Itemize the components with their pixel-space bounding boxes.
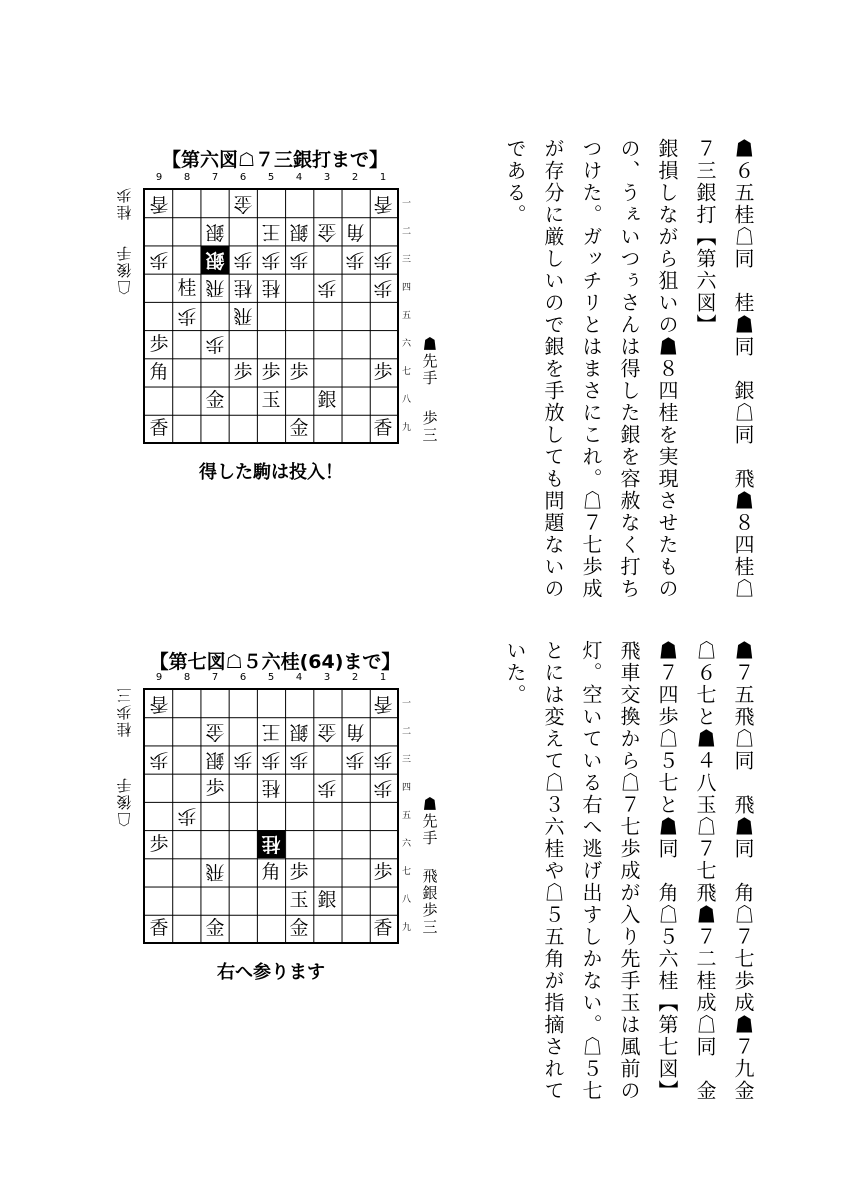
column-number: 4 <box>295 172 303 183</box>
gote-piece: 歩 <box>149 249 169 271</box>
gote-piece: 桂 <box>233 277 253 299</box>
row-number: 九 <box>402 923 412 933</box>
diagram-6-title: 【第六図☖７三銀打まで】 <box>161 149 389 171</box>
text-top-line-5: つけた。ガッチリとはまさにこれ。☖７七歩成 <box>579 138 603 600</box>
row-number: 二 <box>402 227 412 237</box>
diagram-6-column-numbers <box>143 172 399 186</box>
diagram-6-sente-hand: 歩三 <box>422 409 438 444</box>
gote-piece: 飛 <box>233 305 253 327</box>
sente-piece: 歩 <box>149 333 169 355</box>
sente-piece: 銀 <box>317 389 337 411</box>
diagram-6-gote-label: ☖後手 <box>116 244 132 296</box>
gote-piece: 歩 <box>233 249 253 271</box>
sente-piece: 香 <box>149 417 169 439</box>
gote-piece: 歩 <box>149 749 169 771</box>
sente-piece: 歩 <box>261 361 281 383</box>
column-number: 2 <box>351 172 359 183</box>
row-number: 五 <box>402 311 412 321</box>
gote-piece: 香 <box>373 193 393 215</box>
row-number: 一 <box>402 199 412 209</box>
column-number: 9 <box>155 172 163 183</box>
gote-piece: 歩 <box>205 333 225 355</box>
text-bottom-line-3: ☗７四歩☖５七と☗同 角☖５六桂【第七図】 <box>655 640 679 1102</box>
gote-piece: 角 <box>345 721 365 743</box>
text-bottom-line-7: いた。 <box>503 640 527 706</box>
text-top-line-6: が存分に厳しいので銀を手放しても問題ないの <box>541 138 565 600</box>
column-number: 9 <box>155 672 163 683</box>
column-number: 4 <box>295 672 303 683</box>
column-number: 8 <box>183 172 191 183</box>
gote-piece: 歩 <box>289 749 309 771</box>
diagram-7-sente-label: ☗先手 <box>422 795 438 847</box>
gote-piece: 歩 <box>177 805 197 827</box>
gote-piece: 飛 <box>205 277 225 299</box>
gote-piece: 桂 <box>261 777 281 799</box>
sente-piece: 歩 <box>233 361 253 383</box>
gote-piece: 飛 <box>205 861 225 883</box>
gote-piece: 歩 <box>317 777 337 799</box>
row-number: 六 <box>402 339 412 349</box>
row-number: 八 <box>402 895 412 905</box>
gote-piece: 歩 <box>373 777 393 799</box>
sente-piece: 銀 <box>317 889 337 911</box>
gote-piece: 歩 <box>373 749 393 771</box>
sente-piece: 歩 <box>373 861 393 883</box>
gote-piece: 歩 <box>345 249 365 271</box>
diagram-6-caption: 得した駒は投入！ <box>199 462 343 483</box>
diagram-7-column-numbers <box>143 672 399 686</box>
gote-piece: 銀 <box>289 221 309 243</box>
diagram-7-sente-hand: 飛銀歩三 <box>422 867 438 936</box>
row-number: 四 <box>402 283 412 293</box>
column-number: 3 <box>323 172 331 183</box>
sente-piece: 角 <box>261 861 281 883</box>
gote-piece: 銀 <box>205 749 225 771</box>
sente-piece: 歩 <box>289 361 309 383</box>
text-bottom-line-5: 灯。空いている右へ逃げ出すしかない。☖５七 <box>579 640 603 1102</box>
gote-piece: 香 <box>149 193 169 215</box>
gote-piece: 王 <box>261 721 281 743</box>
sente-piece: 金 <box>205 389 225 411</box>
text-top-line-2: ７三銀打【第六図】 <box>693 138 717 336</box>
column-number: 5 <box>267 172 275 183</box>
column-number: 1 <box>379 172 387 183</box>
gote-piece: 歩 <box>261 249 281 271</box>
gote-piece: 歩 <box>289 249 309 271</box>
sente-piece: 玉 <box>261 389 281 411</box>
gote-piece: 金 <box>233 193 253 215</box>
sente-piece: 歩 <box>149 833 169 855</box>
row-number: 三 <box>402 255 412 265</box>
column-number: 3 <box>323 672 331 683</box>
text-top-line-7: である。 <box>503 138 527 226</box>
sente-piece: 歩 <box>205 777 225 799</box>
gote-piece: 桂 <box>257 830 285 858</box>
row-number: 八 <box>402 395 412 405</box>
diagram-6-gote-hand: 桂歩 <box>116 186 132 221</box>
sente-piece: 玉 <box>289 889 309 911</box>
text-top-line-1: ☗６五桂☖同 桂☗同 銀☖同 飛☗８四桂☖ <box>731 138 755 600</box>
sente-piece: 金 <box>205 917 225 939</box>
sente-piece: 香 <box>373 417 393 439</box>
diagram-7-caption: 右へ参ります <box>217 962 325 983</box>
gote-piece: 金 <box>317 221 337 243</box>
sente-piece: 歩 <box>373 361 393 383</box>
gote-piece: 香 <box>149 693 169 715</box>
gote-piece: 歩 <box>373 277 393 299</box>
row-number: 六 <box>402 839 412 849</box>
gote-piece: 歩 <box>373 249 393 271</box>
gote-piece: 王 <box>261 221 281 243</box>
column-number: 6 <box>239 672 247 683</box>
sente-piece: 金 <box>289 417 309 439</box>
diagram-6-board <box>143 188 399 444</box>
row-number: 三 <box>402 755 412 765</box>
gote-piece: 金 <box>205 721 225 743</box>
gote-piece: 桂 <box>261 277 281 299</box>
row-number: 二 <box>402 727 412 737</box>
column-number: 6 <box>239 172 247 183</box>
diagram-7-gote-label: ☖後手 <box>116 776 132 828</box>
row-number: 七 <box>402 867 412 877</box>
gote-piece: 歩 <box>317 277 337 299</box>
row-number: 九 <box>402 423 412 433</box>
text-bottom-line-6: とには変えて☖３六桂や☖５五角が指摘されて <box>541 640 565 1102</box>
text-bottom-line-2: ☖６七と☗４八玉☖７七飛☗７二桂成☖同 金 <box>693 640 717 1102</box>
row-number: 四 <box>402 783 412 793</box>
diagram-6-sente-label: ☗先手 <box>422 335 438 387</box>
sente-piece: 角 <box>149 361 169 383</box>
row-number: 七 <box>402 367 412 377</box>
gote-piece: 歩 <box>177 305 197 327</box>
text-bottom-line-4: 飛車交換から☖７七歩成が入り先手玉は風前の <box>617 640 641 1102</box>
text-bottom-line-1: ☗７五飛☖同 飛☗同 角☖７七歩成☗７九金 <box>731 640 755 1102</box>
diagram-7-title: 【第七図☖５六桂(64)まで】 <box>149 651 401 673</box>
row-number: 一 <box>402 699 412 709</box>
diagram-7-board <box>143 688 399 944</box>
text-top-line-4: の、うぇいつぅさんは得した銀を容赦なく打ち <box>617 138 641 600</box>
gote-piece: 銀 <box>201 246 229 274</box>
diagram-7-gote-hand: 桂歩三 <box>116 686 132 738</box>
column-number: 8 <box>183 672 191 683</box>
column-number: 1 <box>379 672 387 683</box>
column-number: 7 <box>211 172 219 183</box>
sente-piece: 金 <box>289 917 309 939</box>
sente-piece: 香 <box>373 917 393 939</box>
column-number: 2 <box>351 672 359 683</box>
text-top-line-3: 銀損しながら狙いの☗８四桂を実現させたもの <box>655 138 679 600</box>
row-number: 五 <box>402 811 412 821</box>
column-number: 7 <box>211 672 219 683</box>
gote-piece: 銀 <box>205 221 225 243</box>
gote-piece: 金 <box>317 721 337 743</box>
gote-piece: 歩 <box>233 749 253 771</box>
sente-piece: 香 <box>149 917 169 939</box>
gote-piece: 角 <box>345 221 365 243</box>
sente-piece: 桂 <box>177 277 197 299</box>
gote-piece: 香 <box>373 693 393 715</box>
gote-piece: 歩 <box>261 749 281 771</box>
gote-piece: 銀 <box>289 721 309 743</box>
column-number: 5 <box>267 672 275 683</box>
gote-piece: 歩 <box>345 749 365 771</box>
sente-piece: 歩 <box>289 861 309 883</box>
